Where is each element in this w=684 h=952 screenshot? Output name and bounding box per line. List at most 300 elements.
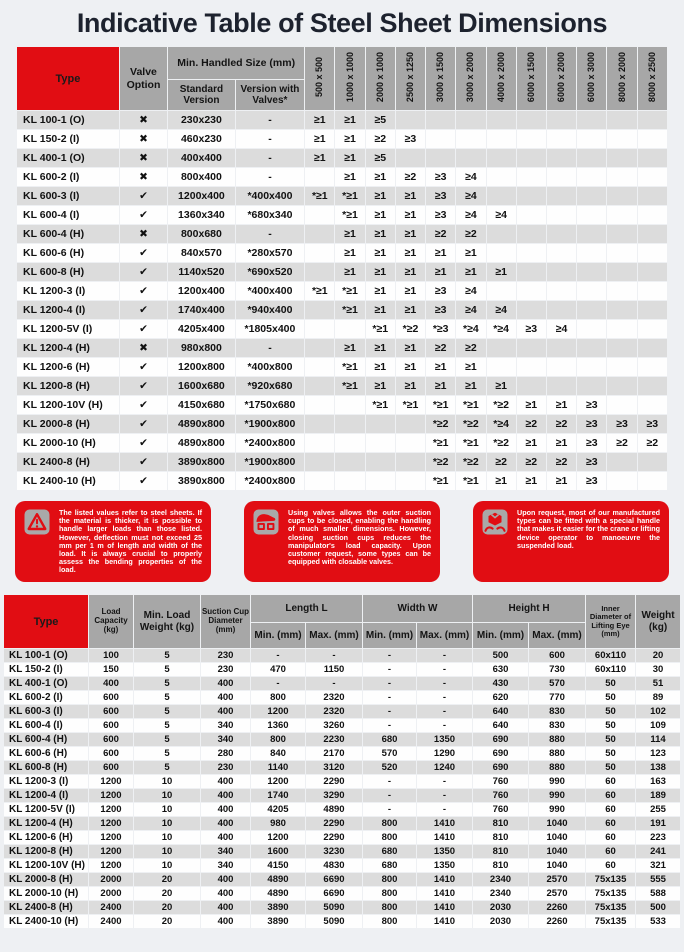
sheet-qty-cell (607, 149, 636, 167)
suction-cup-diameter-cell: 340 (201, 719, 250, 732)
width-max-cell: - (417, 649, 472, 662)
height-max-cell: 830 (529, 719, 585, 732)
width-max-cell: 1350 (417, 859, 472, 872)
col-header-sheet-size (607, 47, 636, 110)
type-cell: KL 2400-10 (H) (4, 915, 88, 928)
length-min-cell: 1200 (251, 705, 305, 718)
sheet-qty-cell (577, 149, 606, 167)
sheet-qty-cell (638, 301, 667, 319)
sheet-qty-cell: ≥3 (426, 206, 455, 224)
sheet-qty-cell (517, 301, 546, 319)
suction-cup-diameter-cell: 400 (201, 691, 250, 704)
sheet-qty-cell (305, 206, 334, 224)
sheet-qty-cell (305, 377, 334, 395)
standard-version-cell: 1140x520 (168, 263, 235, 281)
height-max-cell: 730 (529, 663, 585, 676)
sheet-qty-cell (638, 472, 667, 490)
sheet-qty-cell: *≥1 (456, 434, 485, 452)
sheet-qty-cell: ≥1 (456, 244, 485, 262)
sheet-qty-cell: ≥1 (547, 396, 576, 414)
standard-version-cell: 400x400 (168, 149, 235, 167)
sheet-qty-cell: *≥1 (335, 282, 364, 300)
sheet-qty-cell (607, 396, 636, 414)
sheet-qty-cell: *≥2 (456, 453, 485, 471)
valves-version-cell: *2400x800 (236, 472, 305, 490)
length-min-cell: 1200 (251, 775, 305, 788)
sheet-qty-cell (607, 244, 636, 262)
length-min-cell: 4205 (251, 803, 305, 816)
sheet-qty-cell: *≥4 (487, 320, 516, 338)
height-min-cell: 690 (473, 733, 528, 746)
sheet-qty-cell: ≥3 (577, 434, 606, 452)
sheet-qty-cell: *≥2 (487, 434, 516, 452)
sheet-qty-cell: *≥2 (396, 320, 425, 338)
length-max-cell: 4890 (306, 803, 362, 816)
length-max-cell: 2290 (306, 775, 362, 788)
weight-cell: 223 (636, 831, 680, 844)
width-min-cell: - (363, 775, 416, 788)
sheet-qty-cell: ≥1 (426, 263, 455, 281)
standard-version-cell: 4890x800 (168, 415, 235, 433)
min-load-weight-cell: 5 (134, 719, 200, 732)
sheet-qty-cell (607, 225, 636, 243)
sheet-qty-cell: ≥1 (335, 111, 364, 129)
sheet-qty-cell: ≥4 (547, 320, 576, 338)
table-row (17, 168, 667, 186)
table-row (4, 747, 680, 760)
height-min-cell: 760 (473, 803, 528, 816)
table-row (4, 733, 680, 746)
sheet-qty-cell (607, 472, 636, 490)
sheet-qty-cell (547, 130, 576, 148)
type-cell: KL 600-3 (I) (17, 187, 119, 205)
width-min-cell: - (363, 705, 416, 718)
lifting-eye-cell: 60 (586, 775, 635, 788)
table-row (4, 817, 680, 830)
width-min-cell: - (363, 719, 416, 732)
type-cell: KL 1200-10V (H) (4, 859, 88, 872)
sheet-size-label: 6000 x 1500 (525, 51, 536, 102)
sheet-qty-cell: ≥1 (335, 130, 364, 148)
sheet-qty-cell: *≥4 (456, 320, 485, 338)
type-cell: KL 600-8 (H) (4, 761, 88, 774)
length-max-cell: 5090 (306, 915, 362, 928)
load-capacity-cell: 1200 (89, 859, 133, 872)
sheet-qty-cell: ≥1 (396, 187, 425, 205)
length-min-cell: 4150 (251, 859, 305, 872)
sheet-qty-cell: ≥3 (577, 415, 606, 433)
width-max-cell: 1240 (417, 761, 472, 774)
sheet-qty-cell: ≥1 (366, 282, 395, 300)
sheet-qty-cell (305, 358, 334, 376)
table-row (17, 358, 667, 376)
sheet-qty-cell: ≥1 (366, 206, 395, 224)
width-min-cell: - (363, 677, 416, 690)
type-cell: KL 1200-8 (H) (17, 377, 119, 395)
load-capacity-cell: 1200 (89, 803, 133, 816)
lifting-eye-cell: 75x135 (586, 915, 635, 928)
valves-version-cell: - (236, 339, 305, 357)
weight-cell: 321 (636, 859, 680, 872)
standard-version-cell: 4205x400 (168, 320, 235, 338)
width-max-cell: 1410 (417, 817, 472, 830)
sheet-qty-cell: *≥1 (335, 377, 364, 395)
height-min-cell: 620 (473, 691, 528, 704)
load-capacity-cell: 1200 (89, 845, 133, 858)
height-max-cell: 990 (529, 789, 585, 802)
height-min-cell: 2030 (473, 901, 528, 914)
height-min-cell: 760 (473, 789, 528, 802)
sheet-qty-cell: ≥1 (366, 187, 395, 205)
height-min-cell: 500 (473, 649, 528, 662)
sheet-qty-cell (517, 206, 546, 224)
sheet-qty-cell (487, 339, 516, 357)
sheet-qty-cell (607, 301, 636, 319)
valve-cross-icon: ✖ (120, 111, 167, 129)
sheet-qty-cell: ≥3 (426, 301, 455, 319)
sheet-qty-cell: ≥2 (487, 453, 516, 471)
valve-hand-icon (253, 509, 279, 535)
sheet-qty-cell: ≥1 (396, 225, 425, 243)
type-cell: KL 2000-8 (H) (4, 873, 88, 886)
height-max-cell: 830 (529, 705, 585, 718)
type-cell: KL 600-4 (I) (4, 719, 88, 732)
min-load-weight-cell: 20 (134, 901, 200, 914)
col-header-min-load-weight: Min. Load Weight (kg) (134, 595, 200, 648)
sheet-qty-cell: ≥1 (305, 149, 334, 167)
table-row (17, 187, 667, 205)
sheet-size-label: 500 x 500 (314, 56, 325, 97)
length-max-cell: 2290 (306, 831, 362, 844)
sheet-qty-cell: ≥4 (456, 301, 485, 319)
width-max-cell: 1410 (417, 887, 472, 900)
sheet-qty-cell (396, 453, 425, 471)
specs-table-header (4, 595, 680, 648)
col-header-sheet-size (426, 47, 455, 110)
sheet-qty-cell: ≥2 (366, 130, 395, 148)
min-load-weight-cell: 10 (134, 831, 200, 844)
length-min-cell: 1600 (251, 845, 305, 858)
sheet-qty-cell (577, 187, 606, 205)
type-cell: KL 600-6 (H) (4, 747, 88, 760)
type-cell: KL 1200-6 (H) (17, 358, 119, 376)
standard-version-cell: 460x230 (168, 130, 235, 148)
standard-version-cell: 4890x800 (168, 434, 235, 452)
valves-version-cell: *680x340 (236, 206, 305, 224)
load-capacity-cell: 400 (89, 677, 133, 690)
sheet-qty-cell (577, 301, 606, 319)
lifting-eye-cell: 60 (586, 831, 635, 844)
sheet-qty-cell (426, 149, 455, 167)
weight-cell: 500 (636, 901, 680, 914)
height-max-cell: 2260 (529, 915, 585, 928)
col-header-load-capacity: Load Capacity (kg) (89, 595, 133, 648)
sheet-qty-cell (577, 244, 606, 262)
type-cell: KL 1200-4 (H) (17, 339, 119, 357)
sheet-qty-cell (607, 282, 636, 300)
sheet-qty-cell: *≥3 (426, 320, 455, 338)
valve-check-icon: ✔ (120, 472, 167, 490)
min-load-weight-cell: 20 (134, 887, 200, 900)
sheet-qty-cell (577, 225, 606, 243)
weight-cell: 30 (636, 663, 680, 676)
sheet-qty-cell: ≥4 (456, 282, 485, 300)
sheet-qty-cell (607, 358, 636, 376)
sheet-qty-cell (396, 472, 425, 490)
suction-cup-diameter-cell: 400 (201, 887, 250, 900)
sheet-qty-cell (638, 358, 667, 376)
sheet-qty-cell: ≥1 (456, 263, 485, 281)
valve-cross-icon: ✖ (120, 149, 167, 167)
width-max-cell: - (417, 803, 472, 816)
sheet-qty-cell: ≥2 (396, 168, 425, 186)
type-cell: KL 1200-4 (I) (17, 301, 119, 319)
sheet-qty-cell (366, 434, 395, 452)
sheet-size-label: 8000 x 2000 (616, 51, 627, 102)
sheet-qty-cell: *≥1 (305, 282, 334, 300)
sheet-qty-cell (487, 168, 516, 186)
sheet-qty-cell: ≥1 (335, 339, 364, 357)
load-capacity-cell: 150 (89, 663, 133, 676)
lifting-eye-cell: 60x110 (586, 663, 635, 676)
valve-check-icon: ✔ (120, 396, 167, 414)
valves-version-cell: - (236, 130, 305, 148)
lifting-eye-cell: 75x135 (586, 901, 635, 914)
length-min-cell: - (251, 677, 305, 690)
sheet-qty-cell: ≥3 (638, 415, 667, 433)
sheet-qty-cell: ≥1 (366, 377, 395, 395)
sheet-qty-cell: *≥2 (487, 396, 516, 414)
sheet-qty-cell (305, 301, 334, 319)
sheet-qty-cell (547, 168, 576, 186)
sheet-qty-cell: *≥2 (426, 453, 455, 471)
sheet-qty-cell: ≥3 (426, 282, 455, 300)
col-header-width-min: Min. (mm) (363, 623, 416, 648)
weight-cell: 123 (636, 747, 680, 760)
valves-version-cell: *400x800 (236, 358, 305, 376)
height-min-cell: 810 (473, 845, 528, 858)
type-cell: KL 1200-5V (I) (4, 803, 88, 816)
type-cell: KL 600-4 (I) (17, 206, 119, 224)
sheet-qty-cell (577, 320, 606, 338)
width-max-cell: 1410 (417, 915, 472, 928)
height-min-cell: 810 (473, 859, 528, 872)
lifting-eye-cell: 50 (586, 719, 635, 732)
standard-version-cell: 1200x800 (168, 358, 235, 376)
type-cell: KL 150-2 (I) (17, 130, 119, 148)
sheet-qty-cell (487, 111, 516, 129)
col-header-weight: Weight (kg) (636, 595, 680, 648)
type-cell: KL 1200-3 (I) (4, 775, 88, 788)
width-max-cell: - (417, 719, 472, 732)
sheet-qty-cell: ≥2 (547, 453, 576, 471)
sheet-qty-cell: ≥1 (396, 282, 425, 300)
table-row (17, 472, 667, 490)
sheet-qty-cell: ≥1 (487, 377, 516, 395)
col-header-length-max: Max. (mm) (306, 623, 362, 648)
standard-version-cell: 3890x800 (168, 472, 235, 490)
standard-version-cell: 1360x340 (168, 206, 235, 224)
sheet-qty-cell (487, 358, 516, 376)
length-max-cell: 2230 (306, 733, 362, 746)
type-cell: KL 600-2 (I) (17, 168, 119, 186)
height-min-cell: 760 (473, 775, 528, 788)
load-capacity-cell: 600 (89, 747, 133, 760)
lifting-eye-cell: 60x110 (586, 649, 635, 662)
type-cell: KL 1200-8 (H) (4, 845, 88, 858)
table-row (17, 453, 667, 471)
width-max-cell: - (417, 789, 472, 802)
valves-version-cell: *400x400 (236, 187, 305, 205)
load-capacity-cell: 2000 (89, 887, 133, 900)
valve-cross-icon: ✖ (120, 130, 167, 148)
min-load-weight-cell: 10 (134, 789, 200, 802)
valve-check-icon: ✔ (120, 244, 167, 262)
sheet-qty-cell: ≥1 (396, 263, 425, 281)
sheet-qty-cell (517, 263, 546, 281)
valves-version-cell: *690x520 (236, 263, 305, 281)
load-capacity-cell: 600 (89, 705, 133, 718)
sheet-qty-cell: ≥1 (396, 206, 425, 224)
sheet-qty-cell (305, 225, 334, 243)
sheet-qty-cell: ≥1 (366, 168, 395, 186)
length-min-cell: 4890 (251, 873, 305, 886)
sheet-qty-cell (638, 244, 667, 262)
sheet-qty-cell: ≥3 (517, 320, 546, 338)
height-min-cell: 690 (473, 747, 528, 760)
type-cell: KL 600-8 (H) (17, 263, 119, 281)
sheet-qty-cell (487, 187, 516, 205)
sheet-qty-cell (638, 149, 667, 167)
sheet-qty-cell (305, 453, 334, 471)
sheet-size-table-body (17, 111, 667, 490)
length-max-cell: 6690 (306, 887, 362, 900)
sheet-qty-cell: *≥1 (456, 472, 485, 490)
width-min-cell: - (363, 691, 416, 704)
type-cell: KL 100-1 (O) (17, 111, 119, 129)
standard-version-cell: 3890x800 (168, 453, 235, 471)
sheet-qty-cell (366, 415, 395, 433)
sheet-qty-cell (638, 111, 667, 129)
weight-cell: 255 (636, 803, 680, 816)
sheet-qty-cell (335, 434, 364, 452)
suction-cup-diameter-cell: 400 (201, 873, 250, 886)
min-load-weight-cell: 5 (134, 691, 200, 704)
width-min-cell: - (363, 803, 416, 816)
sheet-qty-cell (517, 187, 546, 205)
lifting-eye-cell: 50 (586, 691, 635, 704)
table-row (17, 206, 667, 224)
sheet-qty-cell (607, 453, 636, 471)
width-min-cell: 800 (363, 901, 416, 914)
sheet-qty-cell: ≥2 (547, 415, 576, 433)
suction-cup-diameter-cell: 400 (201, 775, 250, 788)
sheet-qty-cell (366, 453, 395, 471)
length-max-cell: 3230 (306, 845, 362, 858)
min-load-weight-cell: 20 (134, 873, 200, 886)
min-load-weight-cell: 10 (134, 817, 200, 830)
sheet-qty-cell: ≥1 (396, 377, 425, 395)
sheet-qty-cell: ≥1 (426, 377, 455, 395)
sheet-qty-cell (547, 358, 576, 376)
sheet-qty-cell (577, 111, 606, 129)
height-max-cell: 1040 (529, 817, 585, 830)
sheet-qty-cell (517, 244, 546, 262)
sheet-qty-cell (577, 377, 606, 395)
length-max-cell: 2290 (306, 817, 362, 830)
sheet-qty-cell (305, 472, 334, 490)
valve-check-icon: ✔ (120, 301, 167, 319)
suction-cup-diameter-cell: 400 (201, 915, 250, 928)
width-min-cell: - (363, 789, 416, 802)
valves-version-cell: *940x400 (236, 301, 305, 319)
table-row (17, 111, 667, 129)
sheet-qty-cell: ≥1 (366, 358, 395, 376)
sheet-qty-cell: ≥1 (547, 472, 576, 490)
weight-cell: 189 (636, 789, 680, 802)
sheet-qty-cell (607, 130, 636, 148)
sheet-qty-cell: ≥3 (577, 453, 606, 471)
suction-cup-diameter-cell: 400 (201, 803, 250, 816)
col-header-sheet-size (305, 47, 334, 110)
valves-version-cell: *1900x800 (236, 453, 305, 471)
col-header-sheet-size (547, 47, 576, 110)
sheet-qty-cell (577, 358, 606, 376)
load-capacity-cell: 600 (89, 719, 133, 732)
valve-check-icon: ✔ (120, 358, 167, 376)
length-min-cell: 3890 (251, 915, 305, 928)
width-max-cell: - (417, 663, 472, 676)
note-box (15, 501, 211, 582)
sheet-qty-cell (366, 472, 395, 490)
table-row (4, 649, 680, 662)
col-header-type: Type (17, 47, 119, 110)
sheet-qty-cell: ≥1 (305, 130, 334, 148)
length-max-cell: 1150 (306, 663, 362, 676)
type-cell: KL 600-3 (I) (4, 705, 88, 718)
suction-cup-diameter-cell: 400 (201, 901, 250, 914)
sheet-qty-cell (638, 339, 667, 357)
sheet-qty-cell: ≥1 (426, 358, 455, 376)
note-text: Using valves allows the outer suction cups to be closed, enabling the handling of much smaller dimensions. However, closing suction cups reduces the manipulator's load capacity. Upon customer request, some types can be equipped with closable valves. (288, 508, 431, 567)
length-min-cell: 470 (251, 663, 305, 676)
table-row (17, 301, 667, 319)
page-title: Indicative Table of Steel Sheet Dimensions (76, 8, 608, 38)
sheet-qty-cell (487, 130, 516, 148)
sheet-qty-cell: *≥1 (305, 187, 334, 205)
suction-cup-diameter-cell: 340 (201, 733, 250, 746)
table-row (4, 831, 680, 844)
sheet-qty-cell (305, 320, 334, 338)
length-max-cell: 2170 (306, 747, 362, 760)
valve-cross-icon: ✖ (120, 225, 167, 243)
length-max-cell: 3260 (306, 719, 362, 732)
sheet-qty-cell (638, 396, 667, 414)
standard-version-cell: 230x230 (168, 111, 235, 129)
standard-version-cell: 1200x400 (168, 282, 235, 300)
length-min-cell: 1140 (251, 761, 305, 774)
sheet-qty-cell (517, 168, 546, 186)
table-row (17, 339, 667, 357)
valve-check-icon: ✔ (120, 187, 167, 205)
standard-version-cell: 800x400 (168, 168, 235, 186)
type-cell: KL 2000-10 (H) (17, 434, 119, 452)
sheet-qty-cell: ≥4 (456, 168, 485, 186)
valves-version-cell: *920x680 (236, 377, 305, 395)
standard-version-cell: 800x680 (168, 225, 235, 243)
table-row (4, 803, 680, 816)
sheet-qty-cell (607, 206, 636, 224)
